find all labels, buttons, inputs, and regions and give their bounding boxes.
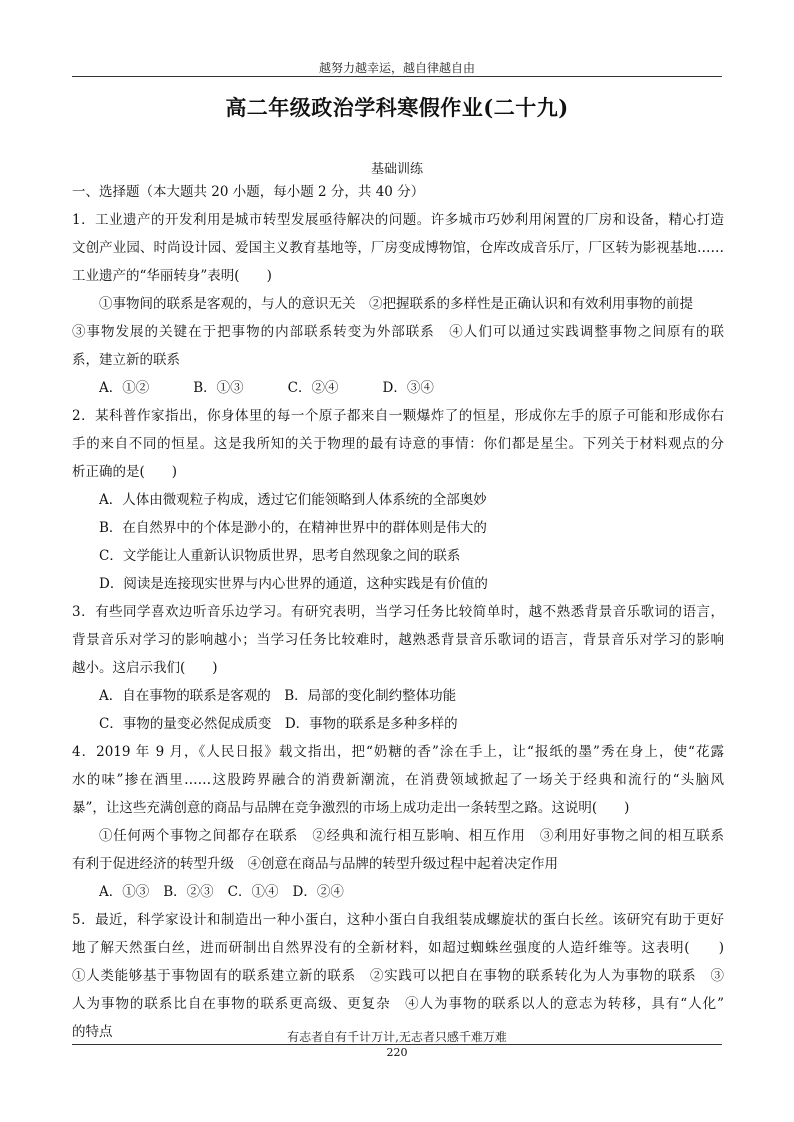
page-number: 220 [386, 1046, 408, 1059]
document-body [72, 178, 724, 1046]
option-b: B．①③ [193, 380, 244, 396]
header-motto: 越努力越幸运，越自律越自由 [318, 61, 475, 75]
statement-line: 人为事物的联系比自在事物的联系更高级、更复杂 ④人为事物的联系以人的意志为转移，具有“人化” [72, 996, 724, 1012]
question-text-line: 5．最近，科学家设计和制造出一种小蛋白，这种小蛋白自我组装成螺旋状的蛋白长丝。该研究有助于更好 [72, 912, 724, 928]
options-row-1: A．自在事物的联系是客观的 B．局部的变化制约整体功能 [99, 688, 457, 704]
question-text-line: 1．工业遗产的开发利用是城市转型发展亟待解决的问题。许多城市巧妙利用闲置的厂房和设备，精心打造 [72, 212, 724, 228]
question-text-line: 水的味”掺在酒里……这股跨界融合的消费新潮流，在消费领域掀起了一场关于经典和流行的“头脑风 [72, 772, 724, 788]
question-1 [72, 206, 724, 402]
option-a: A．人体由微观粒子构成，透过它们能领略到人体系统的全部奥妙 [99, 492, 487, 508]
question-2 [72, 402, 724, 598]
statement-line: 系，建立新的联系 [72, 352, 180, 368]
section-heading: 一、选择题（本大题共 20 小题，每小题 2 分，共 40 分） [72, 184, 425, 200]
option-c: C．①④ [227, 884, 279, 900]
option-c: C．②④ [287, 380, 339, 396]
option-d: D．③④ [382, 380, 434, 396]
option-a: A．①② [99, 380, 150, 396]
option-a: A．①③ [99, 884, 150, 900]
option-b: B．在自然界中的个体是渺小的，在精神世界中的群体则是伟大的 [99, 520, 487, 536]
statement-line: ③事物发展的关键在于把事物的内部联系转变为外部联系 ④人们可以通过实践调整事物之间原有的联 [72, 324, 724, 340]
question-4 [72, 738, 724, 906]
question-text-line: 工业遗产的“华丽转身”表明( ) [72, 268, 272, 284]
question-text-line: 2．某科普作家指出，你身体里的每一个原子都来自一颗爆炸了的恒星，形成你左手的原子可能和形成你右 [72, 408, 724, 424]
question-text-line: 手的来自不同的恒星。这是我所知的关于物理的最有诗意的事情：你们都是星尘。下列关于材料观点的分 [72, 436, 724, 452]
question-3 [72, 598, 724, 738]
question-text-line: 3．有些同学喜欢边听音乐边学习。有研究表明，当学习任务比较简单时，越不熟悉背景音乐歌词的语言， [72, 604, 724, 620]
footer-motto: 有志者自有千计万计,无志者只感千难万难 [287, 1030, 507, 1044]
options-row-2: C．事物的量变必然促成质变 D．事物的联系是多种多样的 [99, 716, 458, 732]
question-text-line: 背景音乐对学习的影响越小；当学习任务比较难时，越熟悉背景音乐歌词的语言，背景音乐对学习的影响 [72, 632, 724, 648]
answer-options [72, 374, 724, 402]
header-divider [72, 76, 722, 77]
question-text-line: 地了解天然蛋白丝，进而研制出自然界没有的全新材料，如超过蜘蛛丝强度的人造纤维等。这表明( ) [72, 940, 724, 956]
option-d: D．阅读是连接现实世界与内心世界的通道，这种实践是有价值的 [99, 576, 488, 592]
question-text-line: 文创产业园、时尚设计园、爱国主义教育基地等，厂房变成博物馆，仓库改成音乐厅，厂区转为影视基地…… [72, 240, 724, 256]
option-b: B．②③ [163, 884, 214, 900]
page-title: 高二年级政治学科寒假作业(二十九) [225, 95, 569, 120]
option-c: C．文学能让人重新认识物质世界，思考自然现象之间的联系 [99, 548, 461, 564]
statement-line: ①事物间的联系是客观的，与人的意识无关 ②把握联系的多样性是正确认识和有效利用事物的前提 [99, 296, 693, 312]
footer-divider [72, 1044, 722, 1045]
statement-line: 的特点 [72, 1024, 113, 1040]
question-text-line: 越小。这启示我们( ) [72, 660, 218, 676]
statement-line: ①人类能够基于事物固有的联系建立新的联系 ②实践可以把自在事物的联系转化为人为事物的联系 ③ [72, 968, 724, 984]
option-d: D．②④ [292, 884, 344, 900]
question-text-line: 暴”，让这些充满创意的商品与品牌在竞争激烈的市场上成功走出一条转型之路。这说明( ) [72, 800, 630, 816]
section-subtitle: 基础训练 [370, 162, 423, 177]
answer-options [72, 878, 724, 906]
question-5 [72, 906, 724, 1046]
statement-line: ①任何两个事物之间都存在联系 ②经典和流行相互影响、相互作用 ③利用好事物之间的相互联系 [99, 828, 724, 844]
question-text-line: 析正确的是( ) [72, 464, 178, 480]
question-text-line: 4．2019 年 9 月，《人民日报》载文指出，把“奶糖的香”涂在手上，让“报纸的墨”秀在身上，使“花露 [72, 744, 724, 760]
statement-line: 有利于促进经济的转型升级 ④创意在商品与品牌的转型升级过程中起着决定作用 [72, 856, 558, 872]
